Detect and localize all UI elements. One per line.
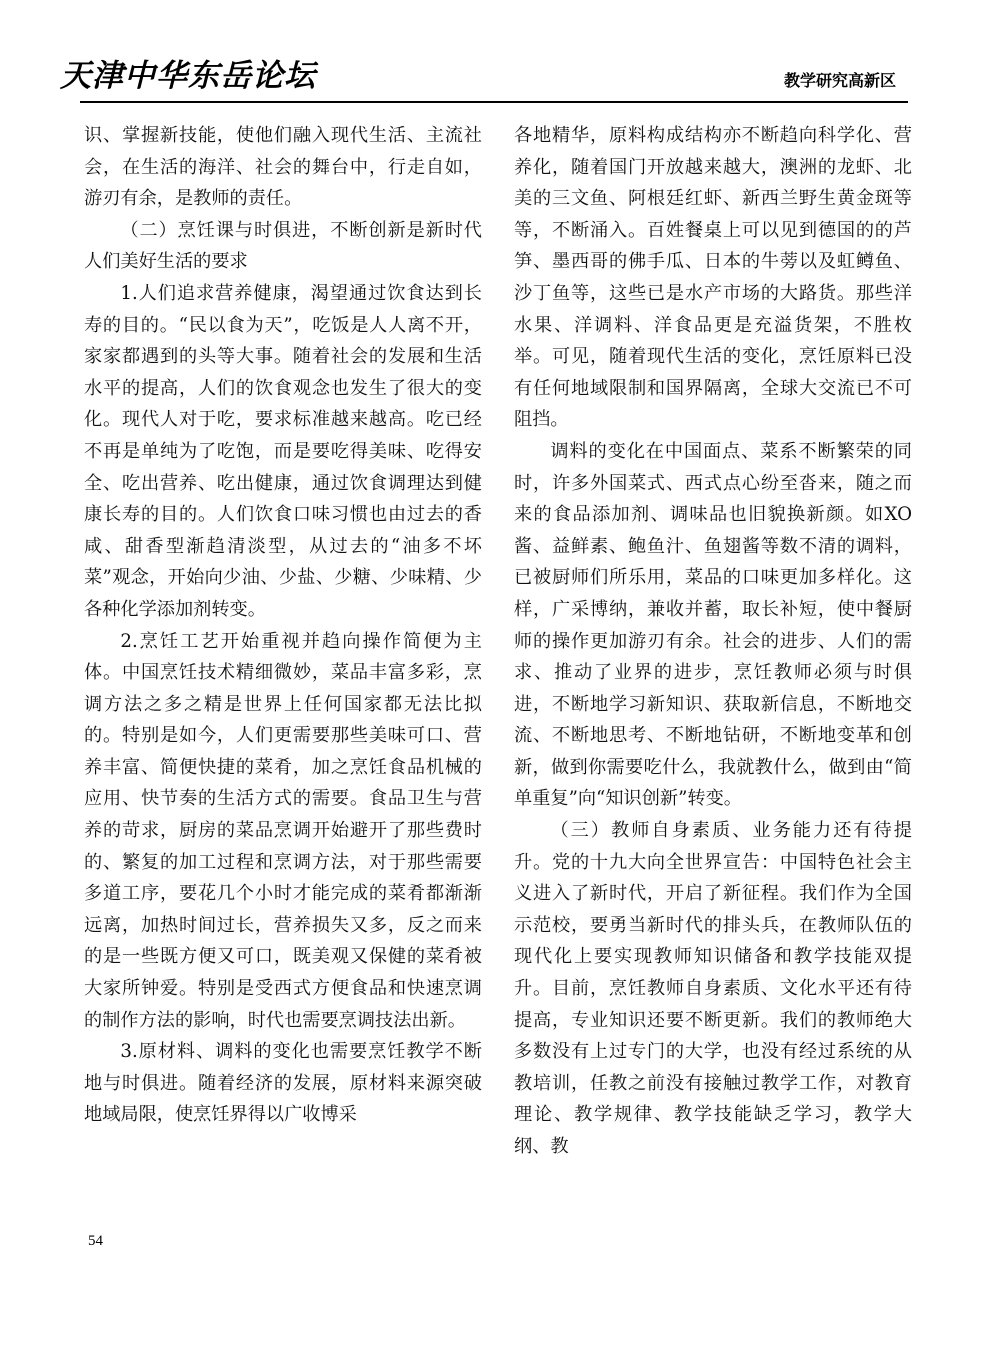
page-number: 54 <box>88 1233 103 1249</box>
section-name: 教学研究高新区 <box>783 73 896 90</box>
journal-title-logo: 天津中华东岳论坛 <box>60 58 316 94</box>
paragraph: 各地精华，原料构成结构亦不断趋向科学化、营养化，随着国门开放越来越大，澳洲的龙虾、北美的三文鱼、阿根廷红虾、新西兰野生黄金斑等等，不断涌入。百姓餐桌上可以见到德国的的芦笋、墨西哥的佛手瓜、日本的牛蒡以及虹鳟鱼、沙丁鱼等，这些已是水产市场的大路货。那些洋水果、洋调料、洋食品更是充溢货架，不胜枚举。可见，随着现代生活的变化，烹饪原料已没有任何地域限制和国界隔离，全球大交流已不可阻挡。 <box>514 125 912 431</box>
left-column <box>84 120 482 1131</box>
paragraph: 1.人们追求营养健康，渴望通过饮食达到长寿的目的。“民以食为天”，吃饭是人人离不开，家家都遇到的头等大事。随着社会的发展和生活水平的提高，人们的饮食观念也发生了很大的变化。现代人对于吃，要求标准越来越高。吃已经不再是单纯为了吃饱，而是要吃得美味、吃得安全、吃出营养、吃出健康，通过饮食调理达到健康长寿的目的。人们饮食口味习惯也由过去的香咸、甜香型渐趋清淡型，从过去的“油多不坏菜”观念，开始向少油、少盐、少糖、少味精、少各种化学添加剂转变。 <box>84 282 482 620</box>
subsection-heading: （二）烹饪课与时俱进，不断创新是新时代人们美好生活的要求 <box>84 219 482 273</box>
paragraph: 调料的变化在中国面点、菜系不断繁荣的同时，许多外国菜式、西式点心纷至沓来，随之而来的食品添加剂、调味品也旧貌换新颜。如XO酱、益鲜素、鲍鱼汁、鱼翅酱等数不清的调料，已被厨师们所乐用，菜品的口味更加多样化。这样，广采博纳，兼收并蓄，取长补短，使中餐厨师的操作更加游刃有余。社会的进步、人们的需求、推动了业界的进步，烹饪教师必须与时俱进，不断地学习新知识、获取新信息，不断地交流、不断地思考、不断地钻研，不断地变革和创新，做到你需要吃什么，我就教什么，做到由“简单重复”向“知识创新”转变。 <box>514 440 912 810</box>
subsection-heading: （三）教师自身素质、业务能力还有待提升。党的十九大向全世界宣告：中国特色社会主义进入了新时代，开启了新征程。我们作为全国示范校，要勇当新时代的排头兵，在教师队伍的现代化上要实现教师知识储备和教学技能双提升。目前，烹饪教师自身素质、文化水平还有待提高，专业知识还要不断更新。我们的教师绝大多数没有上过专门的大学，也没有经过系统的从教培训，任教之前没有接触过教学工作，对教育理论、教学规律、教学技能缺乏学习，教学大纲、教 <box>514 820 912 1157</box>
header-divider <box>80 101 908 103</box>
paragraph: 2.烹饪工艺开始重视并趋向操作简便为主体。中国烹饪技术精细微妙，菜品丰富多彩，烹调方法之多之精是世界上任何国家都无法比拟的。特别是如今，人们更需要那些美味可口、营养丰富、简便快捷的菜肴，加之烹饪食品机械的应用、快节奏的生活方式的需要。食品卫生与营养的苛求，厨房的菜品烹调开始避开了那些费时的、繁复的加工过程和烹调方法，对于那些需要多道工序，要花几个小时才能完成的菜肴都渐渐远离，加热时间过长，营养损失又多，反之而来的是一些既方便又可口，既美观又保健的菜肴被大家所钟爱。特别是受西式方便食品和快速烹调的制作方法的影响，时代也需要烹调技法出新。 <box>84 630 482 1031</box>
paragraph: 3.原材料、调料的变化也需要烹饪教学不断地与时俱进。随着经济的发展，原材料来源突破地域局限，使烹饪界得以广收博采 <box>84 1041 482 1126</box>
paragraph: 识、掌握新技能，使他们融入现代生活、主流社会，在生活的海洋、社会的舞台中，行走自如，游刃有余，是教师的责任。 <box>84 125 482 210</box>
right-column <box>514 120 912 1163</box>
